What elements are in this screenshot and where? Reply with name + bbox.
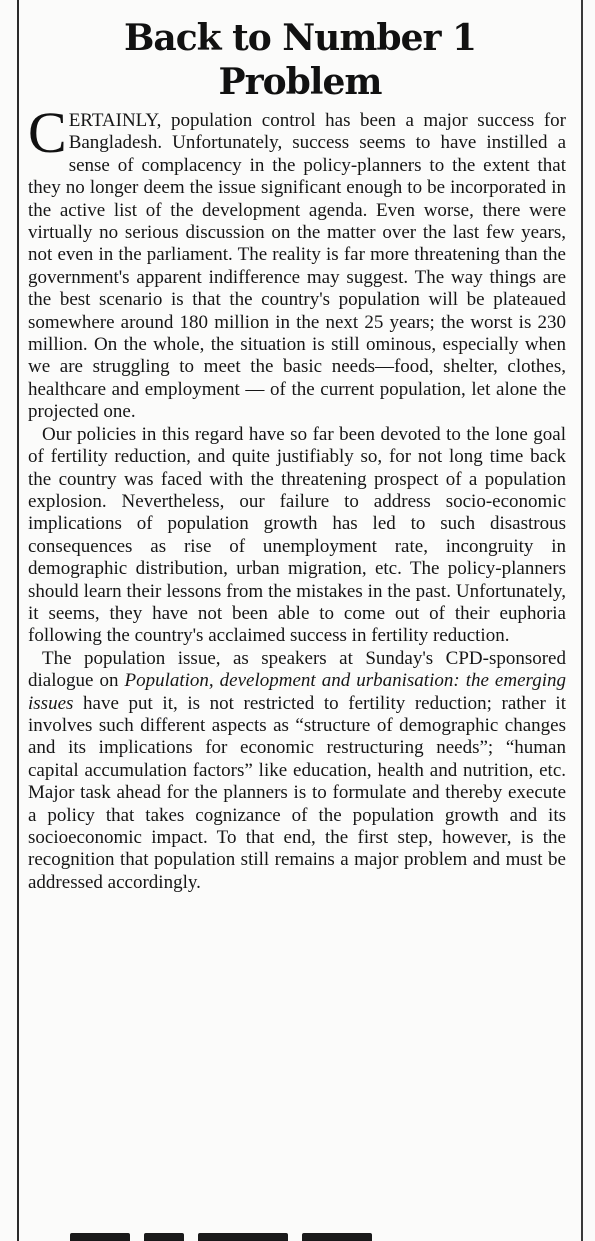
cropped-glyph bbox=[144, 1233, 184, 1241]
paragraph-3-text-end: have put it, is not restricted to fertility reduction; rather it involves such different aspects as “structure of demographic changes and its implications for economic restructuring needs”; “human capital accumulation factors” like education, health and nutrition, etc. Major task ahead for the planners is to formulate and thereby execute a policy that takes cognizance of the population growth and its socioeconomic impact. To that end, the first step, however, is the recognition that population still remains a major problem and must be addressed accordingly. bbox=[28, 692, 566, 893]
cropped-glyph bbox=[198, 1233, 288, 1241]
paragraph-2-text: Our policies in this regard have so far been devoted to the lone goal of fertility reduction, and quite justifiably so, for not long time back the country was faced with the threatening prospect of a population explosion. Nevertheless, our failure to address socio-economic implications of population growth has led to such disastrous consequences as rise of unemployment rate, incongruity in demographic distribution, urban migration, etc. The policy-planners should learn their lessons from the mistakes in the past. Unfortunately, it seems, they have not been able to come out of their euphoria following the country's acclaimed success in fertility reduction. bbox=[28, 423, 566, 647]
column-rule-left bbox=[17, 0, 19, 1241]
dialogue-title: Population, development and urbanisation: the emerging issues bbox=[28, 670, 566, 714]
cropped-glyph bbox=[302, 1233, 372, 1241]
column-rule-right bbox=[581, 0, 583, 1241]
next-article-headline-fragment bbox=[70, 1232, 490, 1241]
headline-line-2: Problem bbox=[218, 61, 382, 103]
paragraph-3-text-start: The population issue, as speakers at Sunday's CPD-sponsored dialogue on bbox=[28, 647, 566, 692]
headline-line-1: Back to Number 1 bbox=[123, 17, 477, 59]
article-headline bbox=[40, 16, 560, 104]
paragraph-2 bbox=[28, 424, 566, 648]
drop-cap: C bbox=[28, 100, 67, 165]
paragraph-3 bbox=[28, 648, 566, 894]
article-body bbox=[28, 100, 566, 894]
paragraph-1-text: ERTAINLY, population control has been a major success for Bangladesh. Unfortunately, success seems to have instilled a sense of complacency in the policy-planners to the extent that they no longer deem the issue significant enough to be incorporated in the active list of the development agenda. Even worse, there were virtually no serious discussion on the matter over the last few years, not even in the parliament. The reality is far more threatening than the government's apparent indifference may suggest. The way things are the best scenario is that the country's population will be plateaued somewhere around 180 million in the next 25 years; the worst is 230 million. On the whole, the situation is still ominous, especially when we are struggling to meet the basic needs—food, shelter, clothes, healthcare and employment — of the current population, let alone the projected one. bbox=[28, 110, 566, 423]
cropped-glyph bbox=[70, 1233, 130, 1241]
paragraph-1 bbox=[28, 100, 566, 424]
